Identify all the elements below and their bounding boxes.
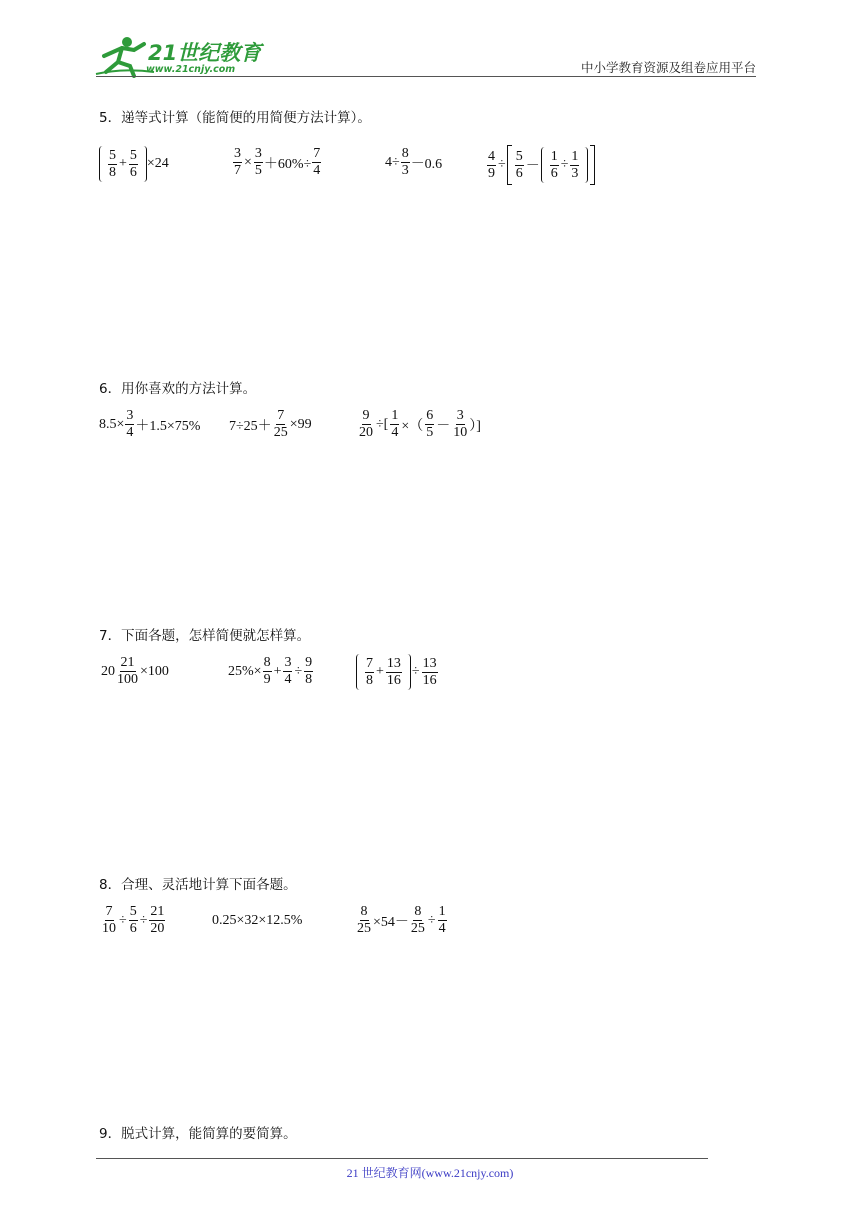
logo-url: www.21cnjy.com [146, 64, 236, 75]
q5-expr-2: $\frac{3}{7}$ × $\frac{3}{5}$ ＋60%÷ $\frac{7}{4}$ [234, 146, 321, 178]
q5-expr-3: 4÷ $\frac{8}{3}$ －0.6 [385, 146, 443, 178]
logo-wordmark: 21世纪教育 [148, 41, 262, 65]
question-8-title: 8．合理、灵活地计算下面各题。 [99, 877, 297, 893]
q7-expr-1: 20 $\frac{21}{100}$ ×100 [101, 655, 169, 687]
q7-expr-3: $\frac{7}{8}$ + $\frac{13}{16}$ ÷ $\frac{13}{16}$ [356, 654, 439, 690]
q8-expr-2: 0.25×32×12.5% [212, 913, 303, 928]
q6-expr-1: 8.5× $\frac{3}{4}$ ＋1.5×75% [99, 408, 201, 440]
q7-expr-2: 25%× $\frac{8}{9}$ + $\frac{3}{4}$ ÷ $\frac{9}{8}$ [228, 655, 313, 687]
footer-site-link[interactable]: 21 世纪教育网(www.21cnjy.com) [346, 1166, 514, 1180]
q6-expr-3: $\frac{9}{20}$ ÷[ $\frac{1}{4}$ ×（ $\frac{6}{5}$ － $\frac{3}{10}$ ）] [359, 408, 481, 440]
header-divider [96, 76, 756, 77]
site-tagline: 中小学教育资源及组卷应用平台 [580, 60, 756, 75]
q8-expr-3: $\frac{8}{25}$ ×54－ $\frac{8}{25}$ ÷ $\frac{1}{4}$ [357, 904, 446, 936]
question-9-title: 9．脱式计算，能简算的要简算。 [99, 1126, 297, 1142]
question-6-title: 6．用你喜欢的方法计算。 [99, 381, 257, 397]
q6-expr-2: 7÷25＋ $\frac{7}{25}$ ×99 [229, 408, 312, 440]
footer-divider [96, 1158, 708, 1159]
question-7-title: 7．下面各题，怎样简便就怎样算。 [99, 628, 311, 644]
q8-expr-1: $\frac{7}{10}$ ÷ $\frac{5}{6}$ ÷ $\frac{21}{20}$ [102, 904, 165, 936]
q5-expr-1: $\frac{5}{8}$ + $\frac{5}{6}$ ×24 [99, 146, 169, 182]
q5-expr-4: $\frac{4}{9}$ ÷ $\frac{5}{6}$ － $\frac{1}{6}$ ÷ $\frac{1}{3}$ [486, 145, 595, 185]
brand-logo [94, 34, 269, 78]
question-5-title: 5．递等式计算（能简便的用简便方法计算）。 [99, 110, 371, 126]
